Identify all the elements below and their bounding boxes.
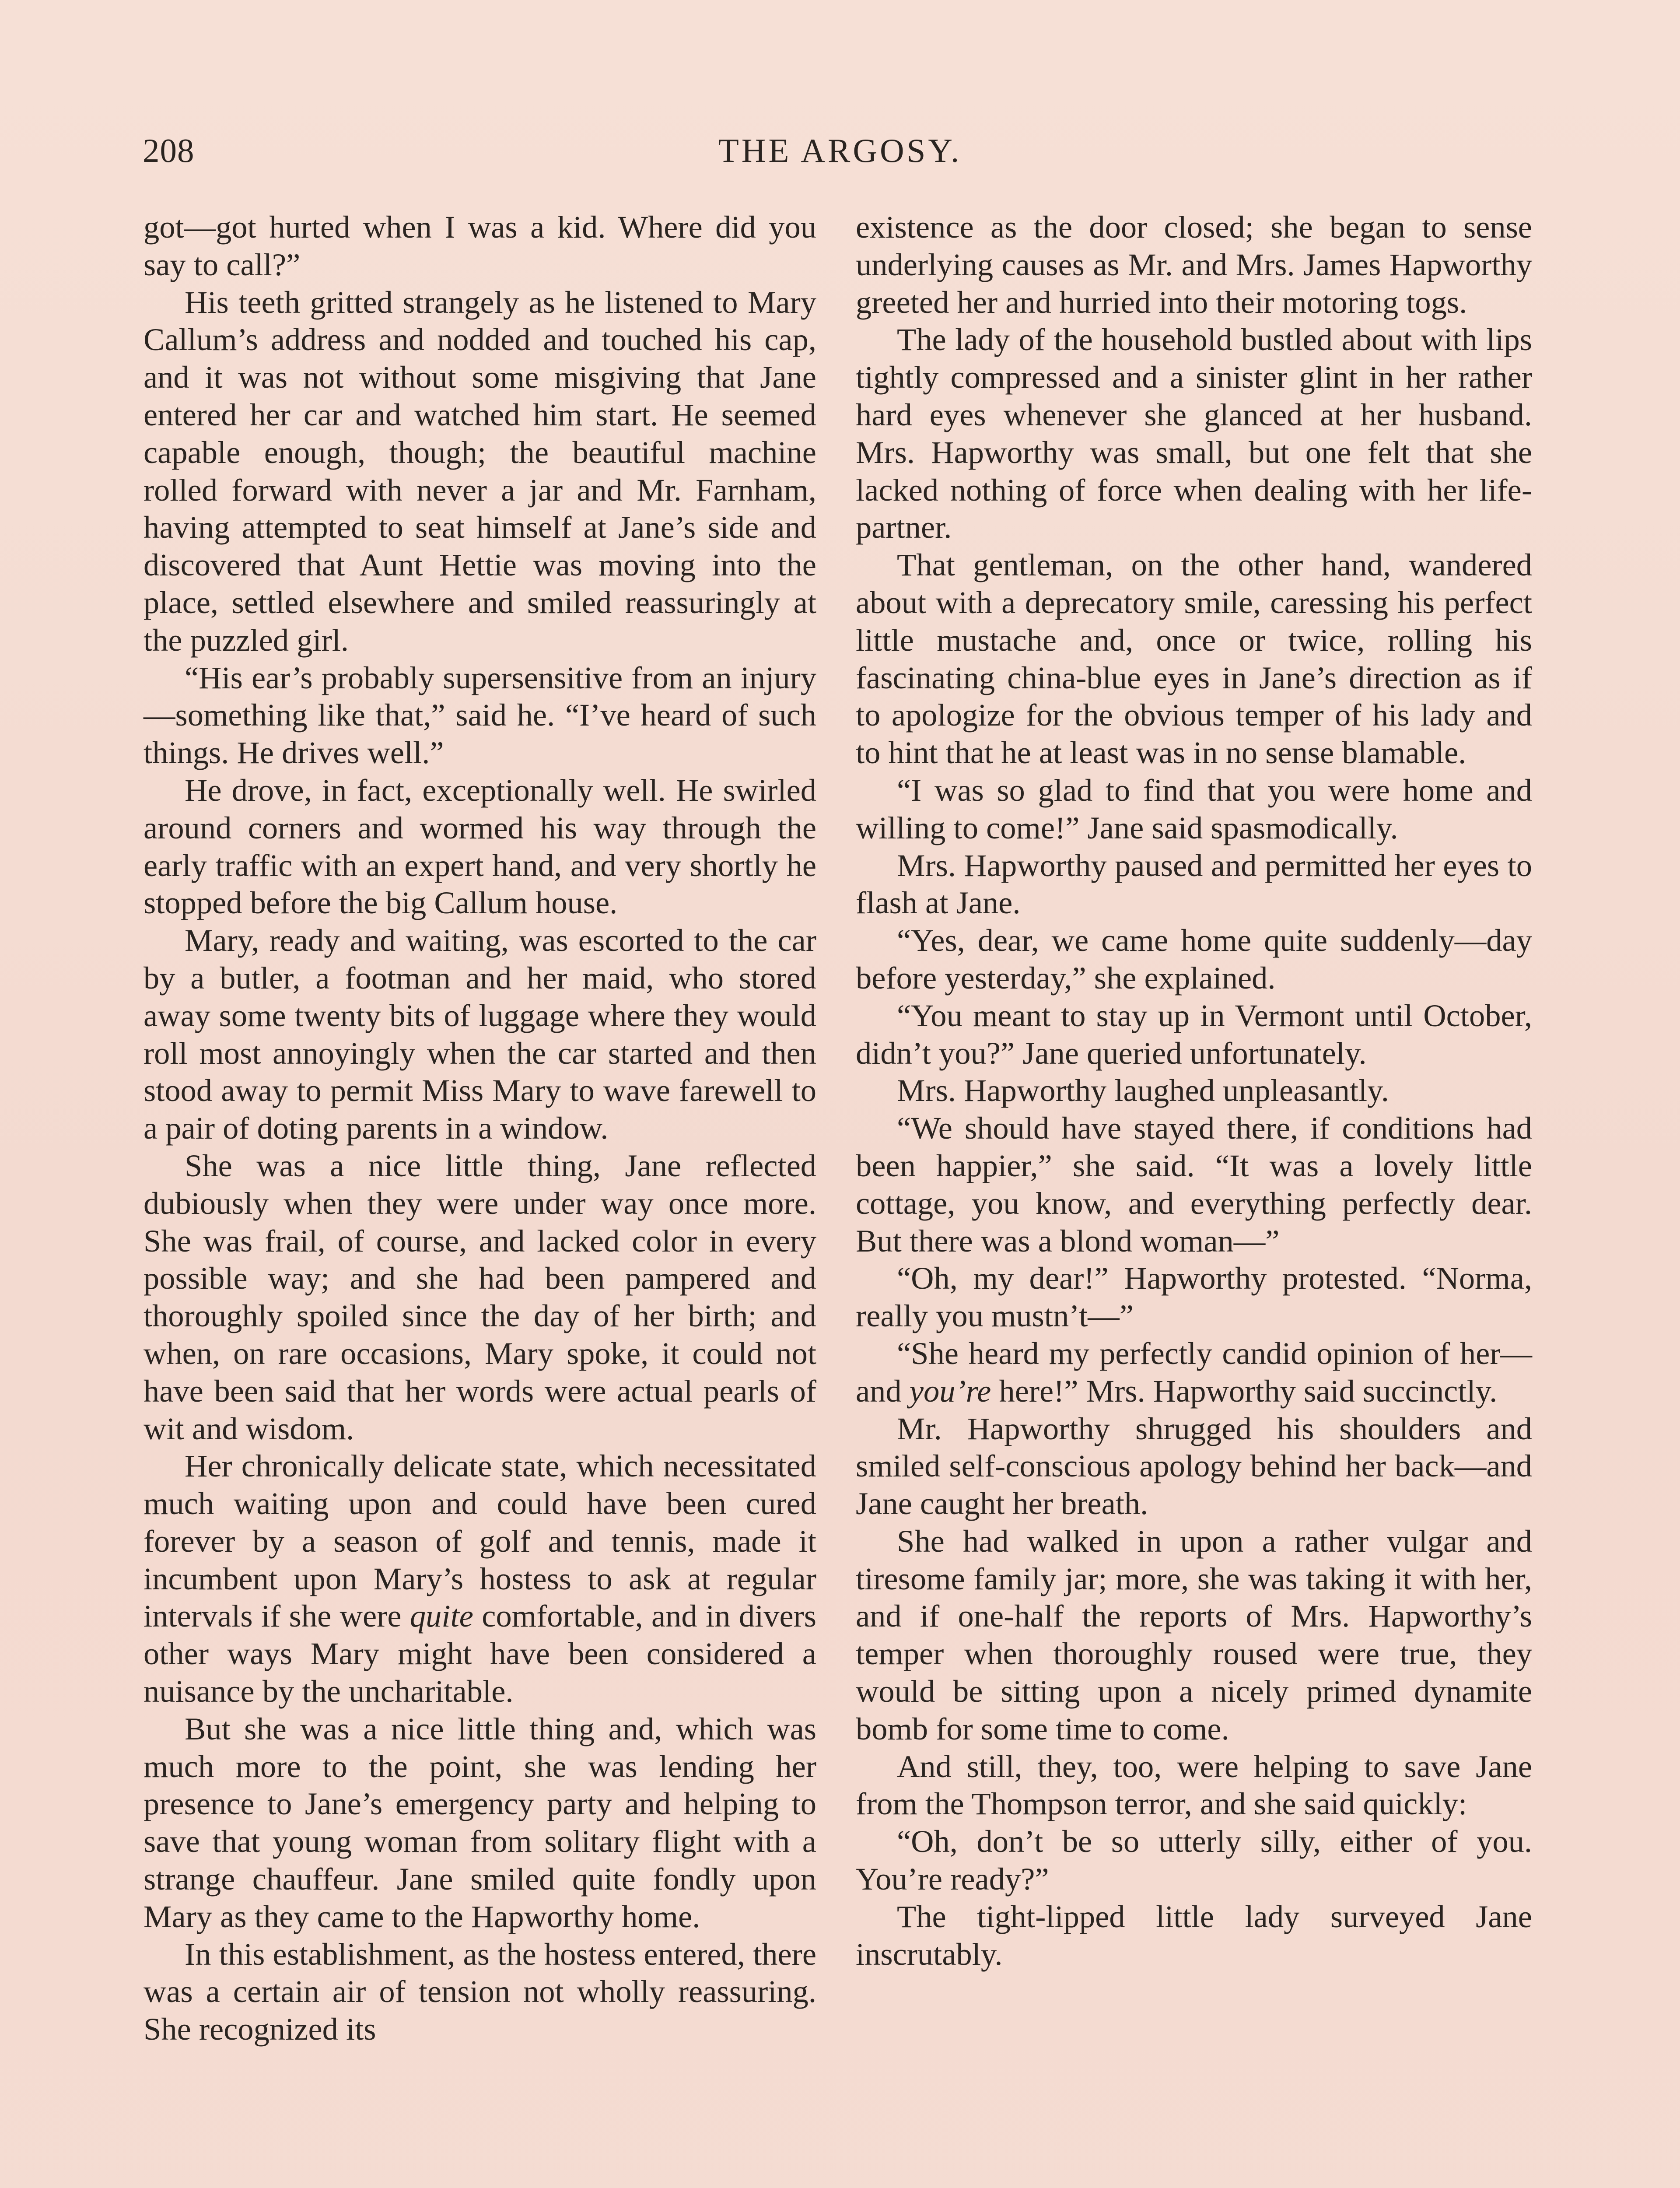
paragraph: That gentleman, on the other hand, wandered about with a deprecatory smile, caressing his perfect little mustache and, once or twice, rolling his fascinating china-blue eyes in Jane’s direction as if to apologize for the obvious temper of his lady and to hint that he at least was in no sense blamable. (856, 547, 1532, 771)
paragraph: Her chronically delicate state, which necessitated much waiting upon and could have been cured forever by a season of golf and tennis, made it incumbent upon Mary’s hostess to ask at regular intervals if she were quite comfortable, and in divers other ways Mary might have been considered a nuisance by the uncharitable. (144, 1448, 816, 1709)
paragraph: And still, they, too, were helping to save Jane from the Thompson terror, and she said quickly: (856, 1748, 1532, 1822)
running-title: THE ARGOSY. (718, 132, 962, 169)
paragraph: existence as the door closed; she began to sense underlying causes as Mr. and Mrs. James Hapworthy greeted her and hurried into their motoring togs. (856, 209, 1532, 320)
paragraph: She had walked in upon a rather vulgar and tiresome family jar; more, she was taking it with her, and if one-half the reports of Mrs. Hapworthy’s temper when thoroughly roused were true, they would be sitting upon a nicely primed dynamite bomb for some time to come. (856, 1523, 1532, 1746)
paragraph: “Oh, don’t be so utterly silly, either of you. You’re ready?” (856, 1823, 1532, 1897)
paragraph: “His ear’s probably supersensitive from an injury—something like that,” said he. “I’ve heard of such things. He drives well.” (144, 659, 816, 771)
paragraph: The tight-lipped little lady surveyed Jane inscrutably. (856, 1898, 1532, 1972)
paragraph: He drove, in fact, exceptionally well. He swirled around corners and wormed his way through the early traffic with an expert hand, and very shortly he stopped before the big Callum house. (144, 772, 816, 921)
paragraph: “I was so glad to find that you were home and willing to come!” Jane said spasmodically. (856, 772, 1532, 845)
paragraph: got—got hurted when I was a kid. Where did you say to call?” (144, 209, 816, 282)
paragraph: “You meant to stay up in Vermont until October, didn’t you?” Jane queried unfortunately. (856, 997, 1532, 1071)
paragraph: Mrs. Hapworthy paused and permitted her eyes to flash at Jane. (856, 847, 1532, 921)
paragraph: “Oh, my dear!” Hapworthy protested. “Norma, really you mustn’t—” (856, 1260, 1532, 1334)
left-text-column (144, 208, 816, 2048)
paragraph: Mrs. Hapworthy laughed unpleasantly. (897, 1073, 1389, 1108)
paragraph: “Yes, dear, we came home quite suddenly—day before yesterday,” she explained. (856, 922, 1532, 996)
paragraph: Mr. Hapworthy shrugged his shoulders and smiled self-conscious apology behind her back—and Jane caught her breath. (856, 1410, 1532, 1522)
page-number: 208 (143, 132, 195, 169)
paragraph: Mary, ready and waiting, was escorted to the car by a butler, a footman and her maid, who stored away some twenty bits of luggage where they would roll most annoyingly when the car started and then stood away to permit Miss Mary to wave farewell to a pair of doting parents in a window. (144, 922, 816, 1146)
paragraph: The lady of the household bustled about with lips tightly compressed and a sinister glint in her rather hard eyes whenever she glanced at her husband. Mrs. Hapworthy was small, but one felt that she lacked nothing of force when dealing with her life-partner. (856, 322, 1532, 545)
paragraph: “She heard my perfectly candid opinion of her—and you’re here!” Mrs. Hapworthy said succinctly. (856, 1335, 1532, 1409)
paragraph: But she was a nice little thing and, which was much more to the point, she was lending her presence to Jane’s emergency party and helping to save that young woman from solitary flight with a strange chauffeur. Jane smiled quite fondly upon Mary as they came to the Hapworthy home. (144, 1711, 816, 1934)
paragraph: In this establishment, as the hostess entered, there was a certain air of tension not wholly reassuring. She recognized its (144, 1936, 816, 2047)
paragraph: “We should have stayed there, if conditions had been happier,” she said. “It was a lovely little cottage, you know, and everything perfectly dear. But there was a blond woman—” (856, 1110, 1532, 1259)
paragraph: His teeth gritted strangely as he listened to Mary Callum’s address and nodded and touched his cap, and it was not without some misgiving that Jane entered her car and watched him start. He seemed capable enough, though; the beautiful machine rolled forward with never a jar and Mr. Farnham, having attempted to seat himself at Jane’s side and discovered that Aunt Hettie was moving into the place, settled elsewhere and smiled reassuringly at the puzzled girl. (144, 284, 816, 658)
right-text-column (856, 208, 1532, 1973)
paragraph: She was a nice little thing, Jane reflected dubiously when they were under way once more. She was frail, of course, and lacked color in every possible way; and she had been pampered and thoroughly spoiled since the day of her birth; and when, on rare occasions, Mary spoke, it could not have been said that her words were actual pearls of wit and wisdom. (144, 1147, 816, 1446)
